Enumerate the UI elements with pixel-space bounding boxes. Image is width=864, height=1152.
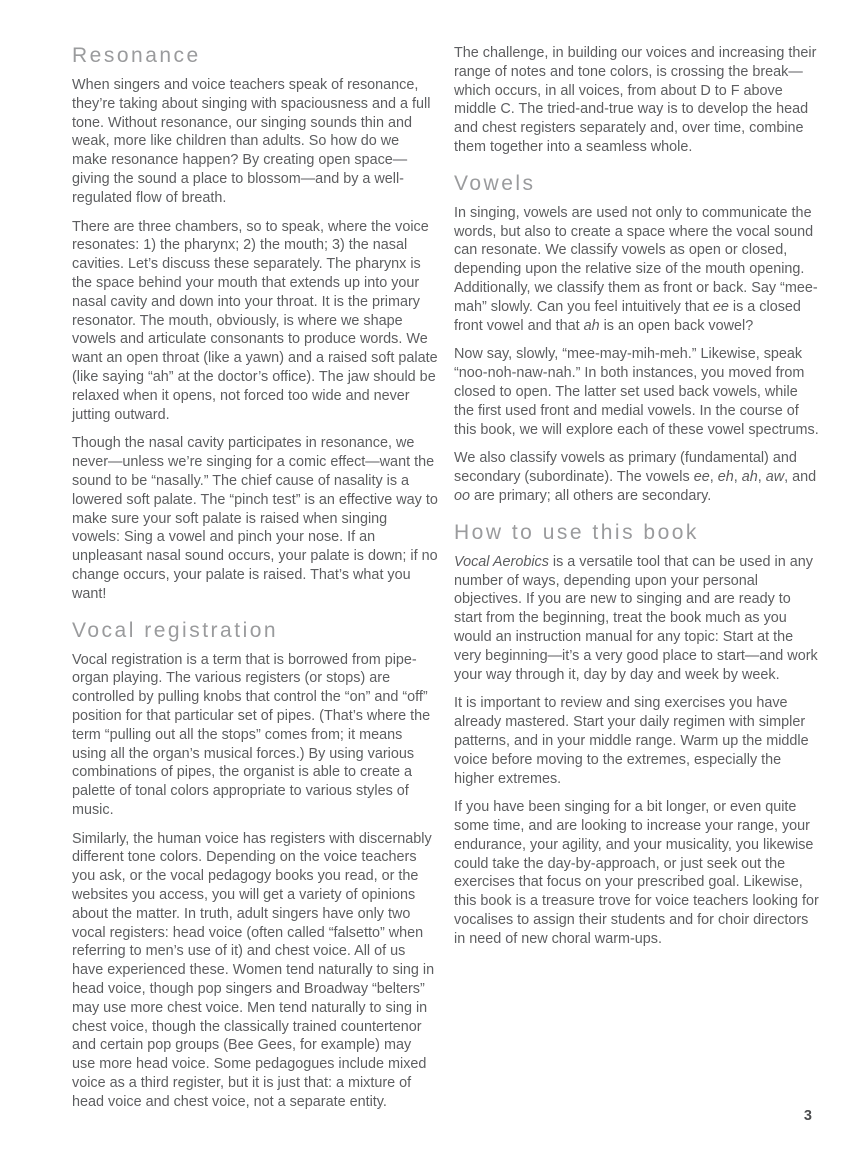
italic-text-run: aw [765, 469, 785, 486]
italic-text-run: ah [583, 317, 600, 334]
section-heading: Resonance [72, 44, 201, 67]
italic-text-run: eh [717, 469, 734, 486]
text-column [72, 44, 438, 1122]
text-run: Similarly, the human voice has registers with discernably different tone colors. Depending on the voice teachers you ask, or the vocal pedagogy books you read, or the websites you access, you will get a variety of opinions about the matter. In truth, adult singers have only two vocal registers: head voice (often called “falsetto” when referring to men’s use of it) and chest voice. All of us have experienced these. Women tend naturally to sing in head voice, though pop singers and Broadway “belters” may use more chest voice. Men tend naturally to sing in chest voice, though the classically trained countertenor and certain pop groups (Bee Gees, for example) may use more head voice. Some pedagogues include mixed voice as a third register, but it is just that: a mixture of head voice and chest voice, not a separate entity. [72, 830, 435, 1110]
text-run: It is important to review and sing exercises you have already mastered. Start your daily regimen with simpler patterns, and in your middle range. Warm up the middle voice before moving to the extremes, especially the higher extremes. [454, 695, 809, 787]
text-run: The challenge, in building our voices and increasing their range of notes and tone colors, is crossing the break—which occurs, in all voices, from about D to F above middle C. The tried-and-true way is to develop the head and chest registers separately and, over time, combine them together into a seamless whole. [454, 45, 817, 155]
paragraph [454, 798, 820, 948]
text-run: , [757, 469, 766, 486]
paragraph [454, 553, 820, 685]
italic-text-run: oo [454, 487, 471, 504]
text-column [454, 44, 820, 1122]
paragraph [72, 218, 438, 425]
paragraph [72, 830, 438, 1112]
text-run: , and [784, 469, 817, 486]
italic-text-run: ah [741, 469, 758, 486]
section-heading: How to use this book [454, 520, 699, 544]
paragraph [454, 449, 820, 505]
italic-text-run: Vocal Aerobics [454, 553, 549, 570]
text-run: There are three chambers, so to speak, where the voice resonates: 1) the pharynx; 2) the mouth; 3) the nasal cavities. Let’s discuss these separately. The pharynx is the space behind your mouth that extends up into your nasal cavity and down into your throat. It is the primary resonator. The mouth, obviously, is where we shape vowels and articulate consonants to produce words. We want an open throat (like a yawn) and a raised soft palate (like saying “ah” at the doctor’s office). The jaw should be relaxed when it opens, not forced too wide and never jutting outward. [72, 218, 438, 423]
paragraph [454, 204, 820, 336]
text-run: Now say, slowly, “mee-may-mih-meh.” Likewise, speak “noo-noh-naw-nah.” In both instances, you moved from closed to open. The latter set used back vowels, while the first used front and medial vowels. In the course of this book, we will explore each of these vowel spectrums. [454, 346, 819, 438]
paragraph [72, 434, 438, 603]
text-run: , [733, 469, 742, 486]
text-run: are primary; all others are secondary. [470, 487, 712, 504]
text-run: is a closed front vowel and that [454, 298, 801, 334]
section-heading: Vocal registration [72, 618, 279, 642]
italic-text-run: ee [693, 469, 710, 486]
text-run: , [709, 469, 718, 486]
text-run: is a versatile tool that can be used in any number of ways, depending upon your personal objectives. If you are new to singing and are ready to start from the beginning, treat the book much as you would an instruction manual for any topic: Start at the very beginning—it’s a very good place to start—and work your way through it, day by day and week by week. [454, 553, 818, 683]
text-run: In singing, vowels are used not only to communicate the words, but also to create a space where the vocal sound can resonate. We classify vowels as open or closed, depending upon the relative size of the mouth opening. Additionally, we classify them as front or back. Say “mee-mah” slowly. Can you feel intuitively that [454, 204, 818, 315]
paragraph [454, 694, 820, 788]
paragraph [454, 44, 820, 157]
text-run: When singers and voice teachers speak of resonance, they’re taking about singing with spaciousness and a full tone. Without resonance, our singing sounds thin and weak, more like children than adults. So how do we make resonance happen? By creating open space—giving the sound a place to blossom—and by a well-regulated flow of breath. [72, 77, 431, 206]
italic-text-run: ee [712, 298, 729, 315]
text-run: We also classify vowels as primary (fundamental) and secondary (subordinate). The vowels [454, 450, 797, 486]
text-run: Though the nasal cavity participates in resonance, we never—unless we’re singing for a comic effect—want the sound to be “nasally.” The chief cause of nasality is a lowered soft palate. The “pinch test” is an effective way to make sure your soft palate is raised when singing vowels: Sing a vowel and pinch your nose. If an unpleasant nasal sound occurs, your palate is down; if no change occurs, your palate is raised. That’s what you want! [72, 435, 438, 602]
paragraph [454, 345, 820, 439]
text-run: Vocal registration is a term that is borrowed from pipe-organ playing. The various registers (or stops) are controlled by pulling knobs that control the “on” and “off” position for that particular set of pipes. (That’s where the term “pulling out all the stops” comes from; it means using all the organ’s musical forces.) By using various combinations of pipes, the organist is able to create a palette of tonal colors appropriate to various styles of music. [72, 651, 431, 818]
two-column-layout [72, 44, 819, 1122]
section-heading: Vowels [454, 171, 536, 195]
page-number: 3 [803, 1108, 812, 1124]
text-run: If you have been singing for a bit longer, or even quite some time, and are looking to increase your range, your endurance, your agility, and your musicality, you likewise could take the day-by-approach, or just seek out the exercises that focus on your prescribed goal. Likewise, this book is a treasure trove for voice teachers looking for vocalises to assign their students and for choir directors in need of new choral warm-ups. [454, 799, 819, 947]
text-run: is an open back vowel? [599, 317, 754, 334]
paragraph [72, 651, 438, 820]
paragraph [72, 76, 438, 208]
